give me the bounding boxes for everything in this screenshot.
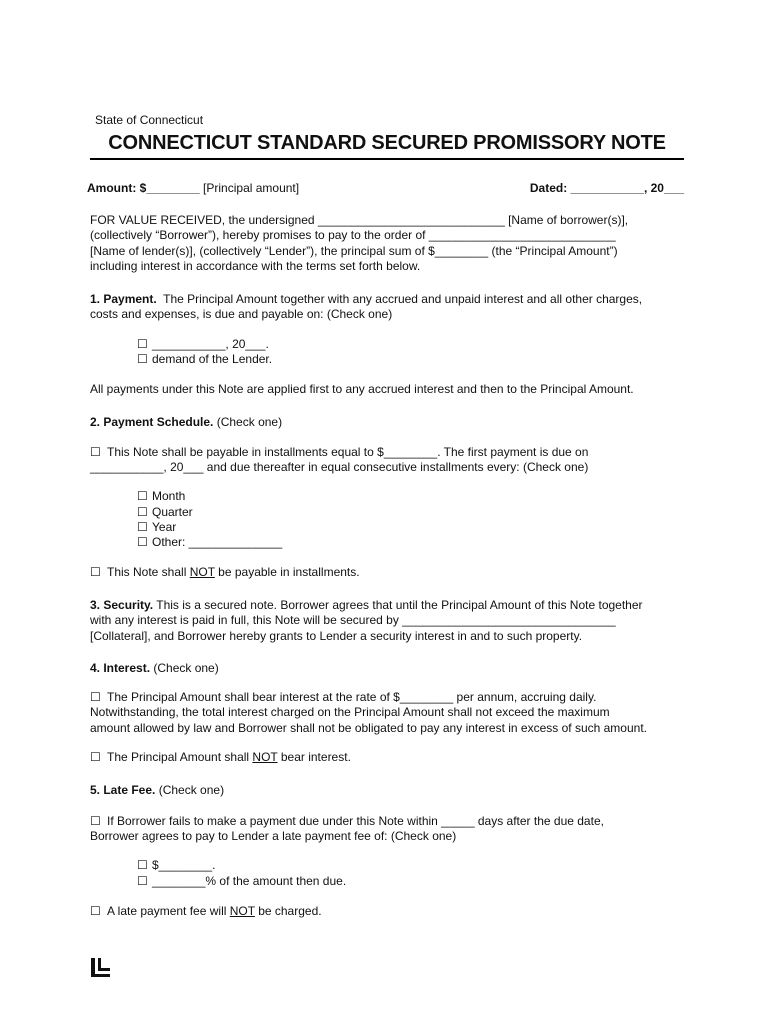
interest-text: amount allowed by law and Borrower shall not be obligated to pay any interest in excess of such amount. [90,720,647,735]
checkbox-icon[interactable]: ☐ [137,352,148,366]
security-text: [Collateral], and Borrower hereby grants to Lender a security interest in and to such property. [90,628,583,643]
state-label: State of Connecticut [95,113,204,127]
option-label: Month [152,489,186,503]
amount-hint: [Principal amount] [199,181,300,195]
intro-line: FOR VALUE RECEIVED, the undersigned ____________________________ [Name of borrower(s)], [90,213,629,227]
checkbox-icon[interactable]: ☐ [137,505,148,519]
option-text: The Principal Amount shall [107,750,253,764]
period-option-month[interactable] [137,489,185,504]
option-label: ________% of the amount then due. [152,874,347,888]
checkbox-icon[interactable]: ☐ [137,489,148,503]
option-text: be payable in installments. [214,565,360,579]
payment-note: All payments under this Note are applied first to any accrued interest and then to the Principal Amount. [90,382,634,396]
payment-text: costs and expenses, is due and payable on: (Check one) [90,307,393,322]
security-text: with any interest is paid in full, this Note will be secured by ________________________________ [90,613,616,628]
period-option-quarter[interactable] [137,505,193,520]
option-text: A late payment fee will [107,904,230,918]
option-label: Year [152,520,177,534]
checkbox-icon[interactable]: ☐ [137,858,148,872]
latefee-none-option[interactable] [90,904,322,919]
schedule-installments-option[interactable] [90,445,690,476]
option-label: Quarter [152,505,193,519]
payment-section [90,292,690,323]
interest-none-option[interactable] [90,750,351,765]
payment-text: The Principal Amount together with any accrued and unpaid interest and all other charges, [156,292,643,306]
latefee-heading-line [90,783,690,798]
checkbox-icon[interactable]: ☐ [137,520,148,534]
installments-text: This Note shall be payable in installments equal to $________. The first payment is due on [107,445,589,459]
not-emphasis: NOT [229,904,255,918]
schedule-suffix: (Check one) [213,415,283,429]
security-text: This is a secured note. Borrower agrees that until the Principal Amount of this Note together [153,598,643,612]
checkbox-icon[interactable]: ☐ [90,814,101,828]
period-option-year[interactable] [137,520,176,535]
interest-heading: 4. Interest. [90,661,151,675]
amount-label: Amount: $________ [87,181,200,195]
installments-text: ___________, 20___ and due thereafter in equal consecutive installments every: (Check one) [90,460,589,475]
payment-option-demand[interactable] [137,352,272,367]
dated-field: Dated: ___________, 20___ [529,181,684,195]
checkbox-icon[interactable]: ☐ [137,874,148,888]
schedule-no-installments-option[interactable] [90,565,360,580]
latefee-heading: 5. Late Fee. [90,783,156,797]
document-title: CONNECTICUT STANDARD SECURED PROMISSORY NOTE [90,132,684,160]
interest-heading-line [90,661,690,676]
option-text: be charged. [254,904,322,918]
latefee-text: If Borrower fails to make a payment due under this Note within _____ days after the due date, [107,814,604,828]
checkbox-icon[interactable]: ☐ [137,535,148,549]
option-label: $________. [152,858,216,872]
interest-text: Notwithstanding, the total interest charged on the Principal Amount shall not exceed the maximum [90,705,610,720]
intro-line: including interest in accordance with the terms set forth below. [90,258,421,273]
interest-text: The Principal Amount shall bear interest at the rate of $________ per annum, accruing daily. [107,690,597,704]
checkbox-icon[interactable]: ☐ [90,750,101,764]
checkbox-icon[interactable]: ☐ [90,690,101,704]
option-label: Other: ______________ [152,535,283,549]
interest-rate-option[interactable] [90,690,690,736]
latefee-option[interactable] [90,814,690,845]
intro-line: [Name of lender(s)], (collectively “Lender”), the principal sum of $________ (the “Principal Amount”) [90,243,618,258]
security-heading: 3. Security. [90,598,154,612]
checkbox-icon[interactable]: ☐ [137,337,148,351]
intro-line: (collectively “Borrower”), hereby promises to pay to the order of ____________________________ [90,228,616,243]
latefee-option-percent[interactable] [137,874,346,889]
not-emphasis: NOT [252,750,278,764]
interest-suffix: (Check one) [150,661,219,675]
period-option-other[interactable] [137,535,282,550]
checkbox-icon[interactable]: ☐ [90,445,101,459]
payment-heading: 1. Payment. [90,292,157,306]
intro-paragraph [90,213,690,274]
security-section [90,598,690,644]
option-text: This Note shall [107,565,190,579]
option-label: ___________, 20___. [152,337,269,351]
checkbox-icon[interactable]: ☐ [90,565,101,579]
latefee-option-flat[interactable] [137,858,215,873]
latefee-text: Borrower agrees to pay to Lender a late payment fee of: (Check one) [90,829,457,844]
schedule-heading: 2. Payment Schedule. [90,415,214,429]
payment-option-date[interactable] [137,337,269,352]
latefee-suffix: (Check one) [155,783,225,797]
option-label: demand of the Lender. [152,352,273,366]
checkbox-icon[interactable]: ☐ [90,904,101,918]
amount-dated-row [87,181,684,195]
not-emphasis: NOT [189,565,215,579]
schedule-heading-line [90,415,690,430]
option-text: bear interest. [277,750,351,764]
amount-field [87,181,299,195]
brand-logo-icon [91,958,110,977]
